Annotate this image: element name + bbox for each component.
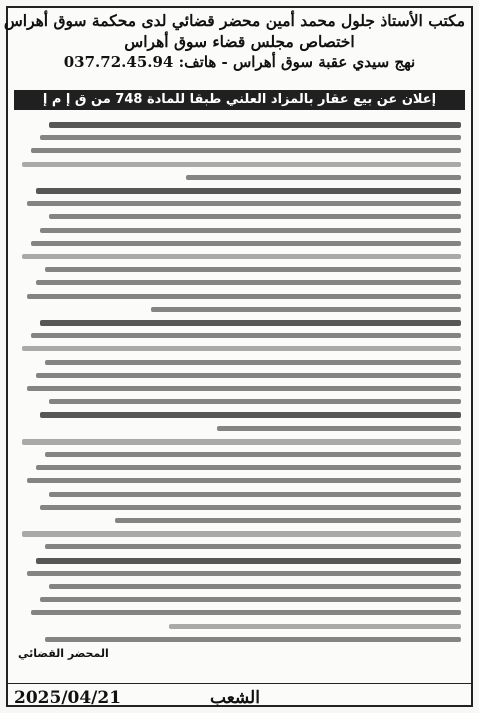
text-line-placeholder bbox=[40, 320, 461, 326]
text-line-placeholder bbox=[115, 518, 461, 523]
text-line-placeholder bbox=[27, 201, 461, 206]
text-line-placeholder bbox=[49, 122, 461, 128]
text-line-placeholder bbox=[49, 399, 461, 404]
text-line-placeholder bbox=[22, 254, 461, 259]
text-line-placeholder bbox=[40, 228, 461, 233]
publication-footer bbox=[14, 688, 465, 708]
text-line-placeholder bbox=[36, 280, 461, 285]
text-line-placeholder bbox=[45, 267, 461, 272]
text-line-placeholder bbox=[27, 386, 461, 391]
text-line-placeholder bbox=[31, 610, 461, 615]
text-line-placeholder bbox=[36, 373, 461, 378]
office-address bbox=[14, 52, 465, 73]
text-line-placeholder bbox=[36, 558, 461, 564]
office-phone: 037.72.45.94 bbox=[63, 53, 174, 71]
text-line-placeholder bbox=[40, 597, 461, 602]
text-line-placeholder bbox=[217, 426, 461, 431]
office-name: مكتب الأستاذ جلول محمد أمين محضر قضائي لدى محكمة سوق أهراس bbox=[3, 11, 465, 30]
text-line-placeholder bbox=[31, 333, 461, 338]
text-line-placeholder bbox=[22, 531, 461, 537]
text-line-placeholder bbox=[27, 571, 461, 576]
text-line-placeholder bbox=[45, 452, 461, 457]
text-line-placeholder bbox=[45, 637, 461, 642]
text-line-placeholder bbox=[31, 148, 461, 153]
text-line-placeholder bbox=[36, 188, 461, 194]
text-line-placeholder bbox=[40, 505, 461, 510]
text-line-placeholder bbox=[27, 294, 461, 299]
text-line-placeholder bbox=[49, 492, 461, 497]
text-line-placeholder bbox=[151, 307, 461, 312]
text-line-placeholder bbox=[40, 412, 461, 418]
newspaper-name: الشعب bbox=[210, 688, 260, 708]
notice-body bbox=[18, 118, 461, 673]
text-line-placeholder bbox=[169, 624, 461, 629]
text-line-placeholder bbox=[186, 175, 461, 180]
publication-date: 2025/04/21 bbox=[14, 688, 122, 708]
bailiff-signature: المحضر القضائي bbox=[18, 647, 109, 660]
text-line-placeholder bbox=[49, 584, 461, 589]
text-line-placeholder bbox=[36, 465, 461, 470]
text-line-placeholder bbox=[22, 162, 461, 167]
text-line-placeholder bbox=[27, 478, 461, 483]
text-line-placeholder bbox=[40, 135, 461, 140]
office-jurisdiction: اختصاص مجلس قضاء سوق أهراس bbox=[124, 32, 355, 51]
text-line-placeholder bbox=[45, 544, 461, 549]
office-header bbox=[3, 10, 465, 73]
footer-divider bbox=[8, 683, 471, 684]
text-line-placeholder bbox=[45, 360, 461, 365]
notice-title: إعلان عن بيع عقار بالمزاد العلني طبقا للمادة 748 من ق إ م إ bbox=[14, 90, 465, 110]
text-line-placeholder bbox=[22, 346, 461, 351]
office-address-text: نهج سيدي عقبة سوق أهراس - هاتف: bbox=[173, 53, 416, 71]
text-line-placeholder bbox=[49, 214, 461, 219]
text-line-placeholder bbox=[22, 439, 461, 445]
text-line-placeholder bbox=[31, 241, 461, 246]
